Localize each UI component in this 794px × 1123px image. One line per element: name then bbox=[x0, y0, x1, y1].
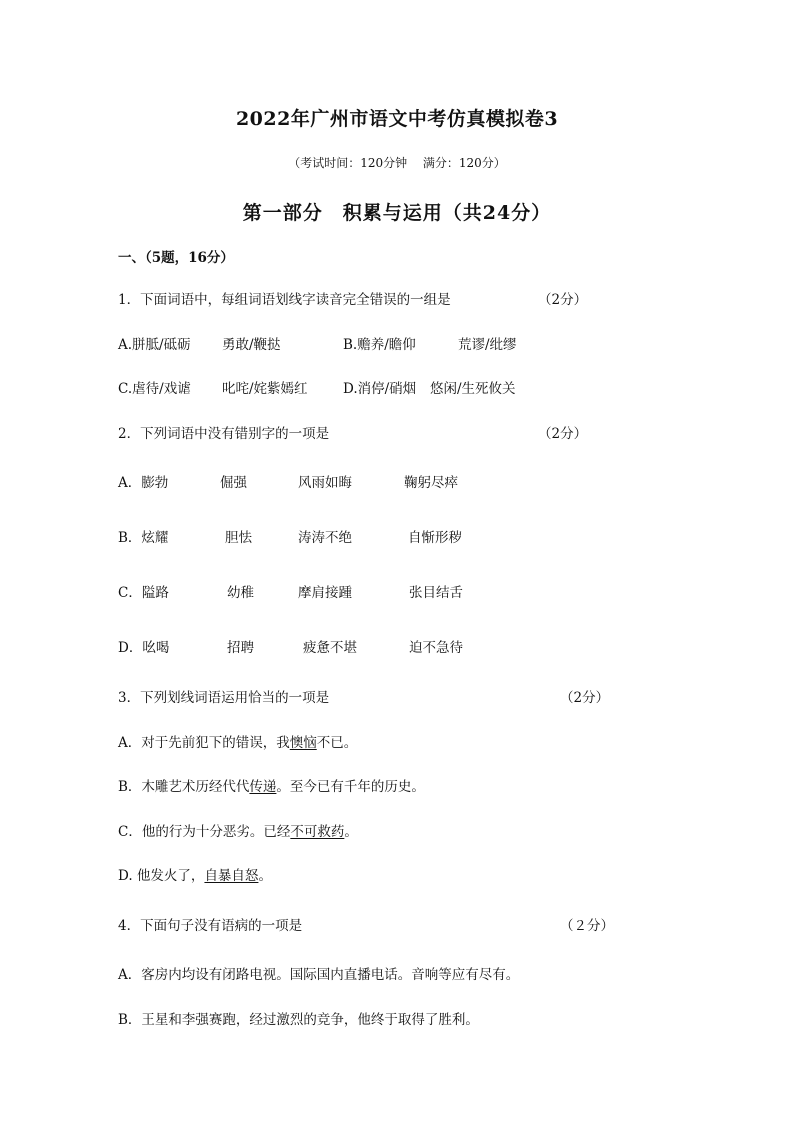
q2-row-d-3: 疲惫不堪 bbox=[303, 640, 357, 656]
q3-option-a bbox=[118, 731, 357, 751]
q3-option-d bbox=[118, 864, 272, 884]
q2-stem: 2．下列词语中没有错别字的一项是 bbox=[118, 426, 330, 442]
q2-row-a-1: A．膨勃 bbox=[118, 475, 169, 491]
q3-option-b bbox=[118, 775, 425, 795]
q2-score: （2分） bbox=[538, 426, 588, 442]
q2-row-b-2: 胆怯 bbox=[225, 530, 252, 546]
q3-option-c-post: 。 bbox=[344, 824, 358, 840]
q4-option-b: B．王星和李强赛跑，经过激烈的竞争，他终于取得了胜利。 bbox=[118, 1012, 479, 1028]
q2-row-c-2: 幼稚 bbox=[227, 585, 254, 601]
q2-row-a-2: 倔强 bbox=[220, 475, 247, 491]
section-heading: 一、（5题，16分） bbox=[118, 250, 234, 266]
q2-row-b-1: B．炫耀 bbox=[118, 530, 169, 546]
q2-row-b-3: 涛涛不绝 bbox=[298, 530, 352, 546]
exam-subtitle: （考试时间：120分钟 满分：120分） bbox=[288, 156, 506, 170]
q2-row-a-3: 风雨如晦 bbox=[298, 475, 352, 491]
q2-row-a-4: 鞠躬尽瘁 bbox=[404, 475, 458, 491]
q1-option-c2 bbox=[222, 377, 308, 397]
q3-option-a-underlined: 懊恼 bbox=[289, 735, 317, 751]
q1-option-a2-text: 勇敢/鞭挞 bbox=[222, 337, 281, 353]
q3-option-d-underlined: 自暴自怒 bbox=[204, 868, 259, 884]
q1-option-c bbox=[118, 377, 191, 397]
q1-stem: 1．下面词语中，每组词语划线字读音完全错误的一组是 bbox=[118, 292, 451, 308]
q2-row-d-4: 迫不急待 bbox=[409, 640, 463, 656]
q2-row-d-1: D．吆喝 bbox=[118, 640, 170, 656]
q1-score: （2分） bbox=[538, 292, 588, 308]
q3-stem: 3．下列划线词语运用恰当的一项是 bbox=[118, 690, 330, 706]
q3-option-c-underlined: 不可救药 bbox=[290, 824, 345, 840]
part-heading: 第一部分 积累与运用（共24分） bbox=[242, 202, 552, 224]
q1-option-d bbox=[343, 377, 416, 397]
q4-stem: 4．下面句子没有语病的一项是 bbox=[118, 918, 303, 934]
q3-option-c bbox=[118, 820, 358, 840]
q4-score: （２分） bbox=[560, 918, 614, 934]
q2-row-b-4: 自惭形秽 bbox=[408, 530, 462, 546]
q1-option-c-text: C.虐待/戏谑 bbox=[118, 381, 191, 397]
q1-option-b-text: B.赡养/瞻仰 bbox=[343, 337, 416, 353]
q3-score: （2分） bbox=[560, 690, 610, 706]
q3-option-b-post: 。至今已有千年的历史。 bbox=[276, 779, 425, 795]
q1-option-d2-text: 悠闲/生死攸关 bbox=[430, 381, 516, 397]
exam-title: 2022年广州市语文中考仿真模拟卷3 bbox=[235, 108, 559, 130]
q2-row-d-2: 招聘 bbox=[227, 640, 254, 656]
q1-option-d2 bbox=[430, 377, 516, 397]
q3-option-a-post: 不已。 bbox=[316, 735, 358, 751]
q4-option-a: A．客房内均设有闭路电视。国际国内直播电话。音响等应有尽有。 bbox=[118, 967, 520, 983]
q1-option-a-text: A.胼胝/砥砺 bbox=[118, 337, 191, 353]
q3-option-b-pre: B．木雕艺术历经代代 bbox=[118, 779, 250, 795]
q3-option-b-underlined: 传递 bbox=[249, 779, 277, 795]
q1-option-b2-text: 荒谬/纰缪 bbox=[458, 337, 517, 353]
q1-option-b bbox=[343, 333, 416, 353]
q3-option-a-pre: A．对于先前犯下的错误，我 bbox=[118, 735, 290, 751]
q2-row-c-4: 张目结舌 bbox=[409, 585, 463, 601]
q3-option-d-pre: D. 他发火了， bbox=[118, 868, 205, 884]
q3-option-c-pre: C．他的行为十分恶劣。已经 bbox=[118, 824, 291, 840]
q2-row-c-3: 摩肩接踵 bbox=[298, 585, 352, 601]
q1-option-a2 bbox=[222, 333, 281, 353]
q1-option-a bbox=[118, 333, 191, 353]
q1-option-b2 bbox=[458, 333, 517, 353]
q1-option-d-text: D.消停/硝烟 bbox=[343, 381, 417, 397]
q3-option-d-post: 。 bbox=[258, 868, 272, 884]
q2-row-c-1: C．隘路 bbox=[118, 585, 169, 601]
q1-option-c2-text: 叱咤/姹紫嫣红 bbox=[222, 381, 308, 397]
